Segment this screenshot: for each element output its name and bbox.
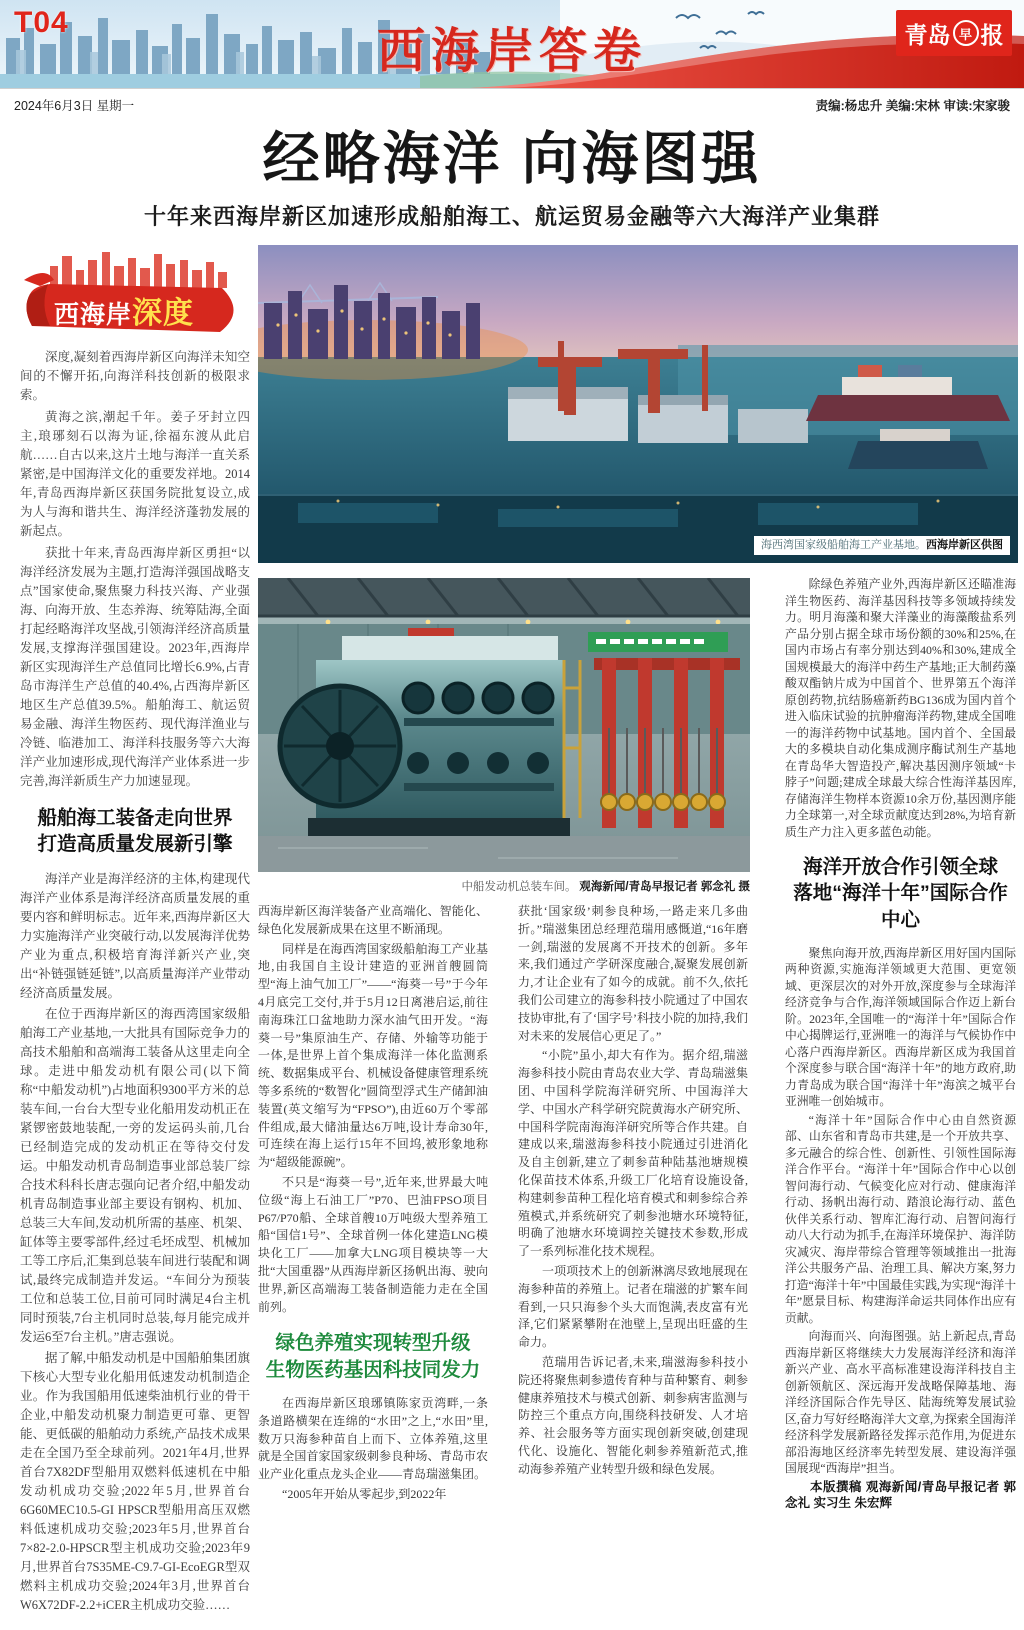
engine-block <box>280 636 580 836</box>
paragraph: 西海岸新区海洋装备产业高端化、智能化、绿色化发展新成果在这里不断涌现。 <box>258 904 488 936</box>
paragraph: 深度,凝刻着西海岸新区向海洋未知空间的不懈开拓,向海洋科技创新的极限求索。 <box>20 350 250 402</box>
paragraph: 除绿色养殖产业外,西海岸新区还瞄准海洋生物医药、海洋基因科技等多领域持续发力。明月海藻和聚大洋藻业的海藻酸盐系列产品分别占据全球市场份额的30%和25%,在国内市场占有率分别达到40%和30%,建成全国规模最大的海洋中药生产基地;正大制药藻酸双酯钠片成为中国首个、世界第五个海洋原创药物,抗结肠癌新药BG136成为国内首个进入临床试验的抗肿瘤海洋药物,建成全国唯一的海洋药物中试基地。国内首个、全国最大的多模块自动化集成测序酶试剂生产基地在青岛华大智造投产,解决基因测序领域“卡脖子”问题;建成全球最大综合性海洋基因库,存储海洋生物样本资源10余万份,基因测序能力全球第一,对全球贡献度达到28%,为培育新质生产力注入更多蓝色动能。 <box>785 577 1016 839</box>
sub-headline: 十年来西海岸新区加速形成船舶海工、航运贸易金融等六大海洋产业集群 <box>143 204 880 229</box>
masthead-emblem-icon: 早 <box>953 20 979 46</box>
editors-line: 责编:杨忠升 美编:宋林 审读:宋家骏 <box>815 99 1010 113</box>
section-heading-aquaculture: 绿色养殖实现转型升级 生物医药基因科技同发力 <box>265 1332 481 1381</box>
paragraph: 在西海岸新区琅琊镇陈家贡湾畔,一条条道路横架在连绵的“水田”之上,“水田”里,数万只海参种苗自上而下、立体养殖,这里就是全国首家国家级刺参良种场、青岛市农业产业化重点龙头企业——青岛瑞滋集团。 <box>258 1395 488 1482</box>
section-heading-shipbuilding: 船舶海工装备走向世界 打造高质量发展新引擎 <box>37 807 233 856</box>
badge-prefix: 西海岸 <box>54 301 133 329</box>
column-a <box>258 903 488 1531</box>
paragraph: 不只是“海葵一号”,近年来,世界最大吨位级“海上石油工厂”P70、巴油FPSO项目P67/P70船、全球首艘10万吨级大型养殖工船“国信1号”、全球首例一体化建造LNG模块化工厂——加拿大LNG项目模块等一大批“大国重器”从西海岸新区扬帆出海、驶向世界,新区高端海工装备制造能力走在全国前列。 <box>258 1174 488 1314</box>
intro-block <box>20 348 250 791</box>
paragraph: 在位于西海岸新区的海西湾国家级船舶海工产业基地,一大批具有国际竞争力的高技术船舶和高端海工装备从这里走向全球。走进中船发动机有限公司(以下简称“中船发动机”)占地面积9300平方米的总装车间,一台台大型专业化船用发动机正在紧锣密鼓地装配,一旁的发运码头前,几台已经制造完成的发动机正在等待交付发运。中船发动机青岛制造事业部总装厂综合技术科科长唐志强向记者介绍,中船发动机青岛制造事业部主要设有钢构、机加、总装三大车间,发动机所需的基座、机架、缸体等主要零部件,经过毛坯成型、机械加工等工序后,汇集到总装车间进行装配和调试,最终完成制造并发运。“车间分为预装工位和总装工位,目前可同时满足4台主机同时预装,7台主机同时总装,每月能完成并发运6至7台主机。”唐志强说。 <box>20 1006 250 1344</box>
masthead-logo <box>896 10 1012 56</box>
harbor-photo <box>258 245 1018 563</box>
page-banner <box>0 0 1024 89</box>
caption-credit: 观海新闻/青岛早报记者 郭念礼 摄 <box>579 881 750 893</box>
main-headline: 经略海洋 向海图强 <box>262 127 762 191</box>
paragraph: 获批‘国家级’刺参良种场,一路走来几多曲折。”瑞滋集团总经理范瑞用感慨道,“16年磨一剑,瑞滋的发展离不开技术的创新。多年来,我们通过产学研深度融合,凝聚发展创新力,才让企业有了如今的成就。前不久,依托我们公司建立的海参科技小院通过了中国农技协审批,有了‘国字号’科技小院的加持,我们对未来的发展信心更足了。” <box>518 904 748 1043</box>
column-b <box>518 903 748 1531</box>
masthead-suffix: 报 <box>980 21 1004 48</box>
paragraph: 向海而兴、向海图强。站上新起点,青岛西海岸新区将继续大力发展海洋经济和海洋新兴产业、高水平高标准建设海洋科技自主创新领航区、深远海开发战略保障基地、海洋经济国际合作先导区、陆海统筹发展试验区,奋力写好经略海洋大文章,为探索全国海洋经济科学发展新路径发挥示范作用,为促进东部沿海地区经济率先转型发展、建设海洋强国展现“西海岸”担当。 <box>785 1329 1016 1476</box>
engine-photo <box>258 578 750 872</box>
paragraph: 海洋产业是海洋经济的主体,构建现代海洋产业体系是海洋经济高质量发展的重要内容和鲜明标志。近年来,西海岸新区大力实施海洋产业突破行动,以发展海洋优势产业为重点,积极培育海洋新兴产业,突出“补链强链延链”,以高质量海洋产业带动经济高质量发展。 <box>20 871 250 1000</box>
harbor-photo-caption <box>754 536 1010 555</box>
engine-photo-graphic <box>258 578 750 872</box>
paragraph: “2005年开始从零起步,到2022年 <box>282 1486 447 1501</box>
engine-photo-caption <box>258 878 750 894</box>
paragraph: 黄海之滨,潮起千年。姜子牙封立四主,琅琊刻石以海为证,徐福东渡从此启航……自古以来,这片土地与海洋一直关系紧密,是中国海洋文化的重要发祥地。2014年,青岛西海岸新区获国务院批复设立,成为人与海和谐共生、海洋经济蓬勃发展的新起点。 <box>20 410 250 538</box>
badge-suffix: 深度 <box>132 297 195 330</box>
dateline-row <box>14 96 1010 114</box>
caption-text: 海西湾国家级船舶海工产业基地。 <box>761 539 926 551</box>
paragraph: “小院”虽小,却大有作为。据介绍,瑞滋海参科技小院由青岛农业大学、青岛瑞滋集团、中国科学院海洋研究所、中国海洋大学、中国水产科学研究院黄海水产研究所、中国科学院南海海洋研究所等合作共建。自建成以来,瑞滋海参科技小院通过引进消化及自主创新,建立了刺参苗种陆基池塘规模化保苗技术体系,升级工厂化培育设施设备,构建刺参苗种工程化培育模式和刺参综合养殖模式,并系统研究了刺参池塘水环境特征,明确了池塘水环境调控关键技术参数,形成了一系列标准化技术规程。 <box>518 1048 748 1259</box>
green-banner-sign <box>588 632 728 652</box>
left-column <box>20 248 250 1630</box>
masthead-prefix: 青岛 <box>904 21 951 48</box>
issue-date: 2024年6月3日 星期一 <box>14 99 135 113</box>
paragraph: 同样是在海西湾国家级船舶海工产业基地,由我国自主设计建造的亚洲首艘圆筒型“海上油气加工厂”——“海葵一号”于今年4月底完工交付,并于5月12日离港启运,前往南海珠江口盆地助力深水油气田开发。“海葵一号”集原油生产、存储、外输等功能于一体,是世界上首个集成海洋一体化监测系统、数据集成平台、机械设备健康管理系统等多系统的“数智化”圆筒型浮式生产储卸油装置(英文缩写为“FPSO”),由近60万个零部件组成,最大储油量达6万吨,设计寿命30年,可连续在海上运行15年不回坞,被形象地称为“超级能源碗”。 <box>258 941 488 1170</box>
caption-text: 中船发动机总装车间。 <box>461 881 577 893</box>
paragraph: 获批十年来,青岛西海岸新区勇担“以海洋经济发展为主题,打造海洋强国战略支点”国家使命,聚焦聚力科技兴海、产业强海、向海开放、生态养海、统筹陆海,全面打起经略海洋攻坚战,引领海洋经济高质量发展,支撑海洋强国建设。2023年,西海岸新区实现海洋生产总值同比增长6.9%,占青岛市海洋生产总值的40.4%,占西海岸新区地区生产总值39.5%。船舶海工、航运贸易金融、海洋生物医药、现代海洋渔业与冷链、临港加工、海洋科技服务等六大海洋产业加速形成,现代海洋产业体系进一步完善,海洋新质生产力加速显现。 <box>20 546 250 788</box>
harbor-photo-graphic <box>258 245 1018 563</box>
byline-credit: 本版撰稿 观海新闻/青岛早报记者 郭念礼 实习生 朱宏辉 <box>785 1479 1016 1511</box>
column-d <box>785 576 1016 1531</box>
paragraph: 一项项技术上的创新淋漓尽致地展现在海参种苗的养殖上。记者在瑞滋的扩繁车间看到,一只只海参个头大而饱满,表皮富有光泽,它们紧紧攀附在池壁上,呈现出旺盛的生命力。 <box>518 1263 748 1350</box>
caption-credit: 西海岸新区供图 <box>926 539 1003 551</box>
banner-title: 西海岸答卷 <box>376 25 647 78</box>
paragraph: 聚焦向海开放,西海岸新区用好国内国际两种资源,实施海洋领域更大范围、更宽领域、更深层次的对外开放,深度参与全球海洋经济竞争与合作,海洋领域国际合作迈上新台阶。2023年,全国唯一的“海洋十年”国际合作中心揭牌运行,亚洲唯一的海洋与气候协作中心落户西海岸新区。西海岸新区成为我国首个深度参与联合国“海洋十年”的地方政府,助力青岛成为联合国“海洋十年”海滨之城平台亚洲唯一创始城市。 <box>785 945 1016 1109</box>
section-heading-cooperation: 海洋开放合作引领全球 落地“海洋十年”国际合作中心 <box>793 856 1008 931</box>
paragraph: 范瑞用告诉记者,未来,瑞滋海参科技小院还将聚焦刺参遗传育种与苗种繁育、刺参健康养殖技术与模式创新、刺参病害监测与防控三个重点方向,围绕科技研发、人才培养、社会服务等方面实现创新突破,创建现代化、设施化、智能化刺参养殖新范式,推动海参养殖产业转型升级和绿色发展。 <box>518 1354 748 1476</box>
paragraph: 据了解,中船发动机是中国船舶集团旗下核心大型专业化船用低速发动机制造企业。作为我国船用低速柴油机行业的骨干企业,中船发动机聚力制造更可靠、更智能、更低碳的船舶动力系统,产品技术成果走在全国乃至全球前列。2021年4月,世界首台7X82DF型船用双燃料低速机在中船发动机成功交验;2022年5月,世界首台6G60MEC10.5-GI HPSCR型船用高压双燃料低速机成功交验;2023年5月,世界首台7×82-2.0-HPSCR型主机成功交验;2023年9月,世界首台7S35ME-C9.7-GI-EcoEGR型双燃料主机成功交验;2024年3月,世界首台W6X72DF-2.2+iCER主机成功交验…… <box>20 1350 250 1612</box>
paragraph: “海洋十年”国际合作中心由自然资源部、山东省和青岛市共建,是一个开放共享、多元融合的综合性、创新性、引领性国际海洋合作平台。“海洋十年”国际合作中心以创智问海行动、气候变化应对行动、健康海洋行动、扬帆出海行动、踏浪论海行动、蓝色伙伴关系行动、智库汇海行动、启智问海行动八大行动为抓手,在海洋环境保护、海洋防灾减灾、海岸带综合管理等领域推出一批海洋公共服务产品、治理工具、解决方案,努力打造“海洋十年”中国最佳实践,为实现“海洋十年”愿景目标、构建海洋命运共同体作出应有贡献。 <box>785 1112 1016 1325</box>
page-number: T04 <box>14 6 69 39</box>
